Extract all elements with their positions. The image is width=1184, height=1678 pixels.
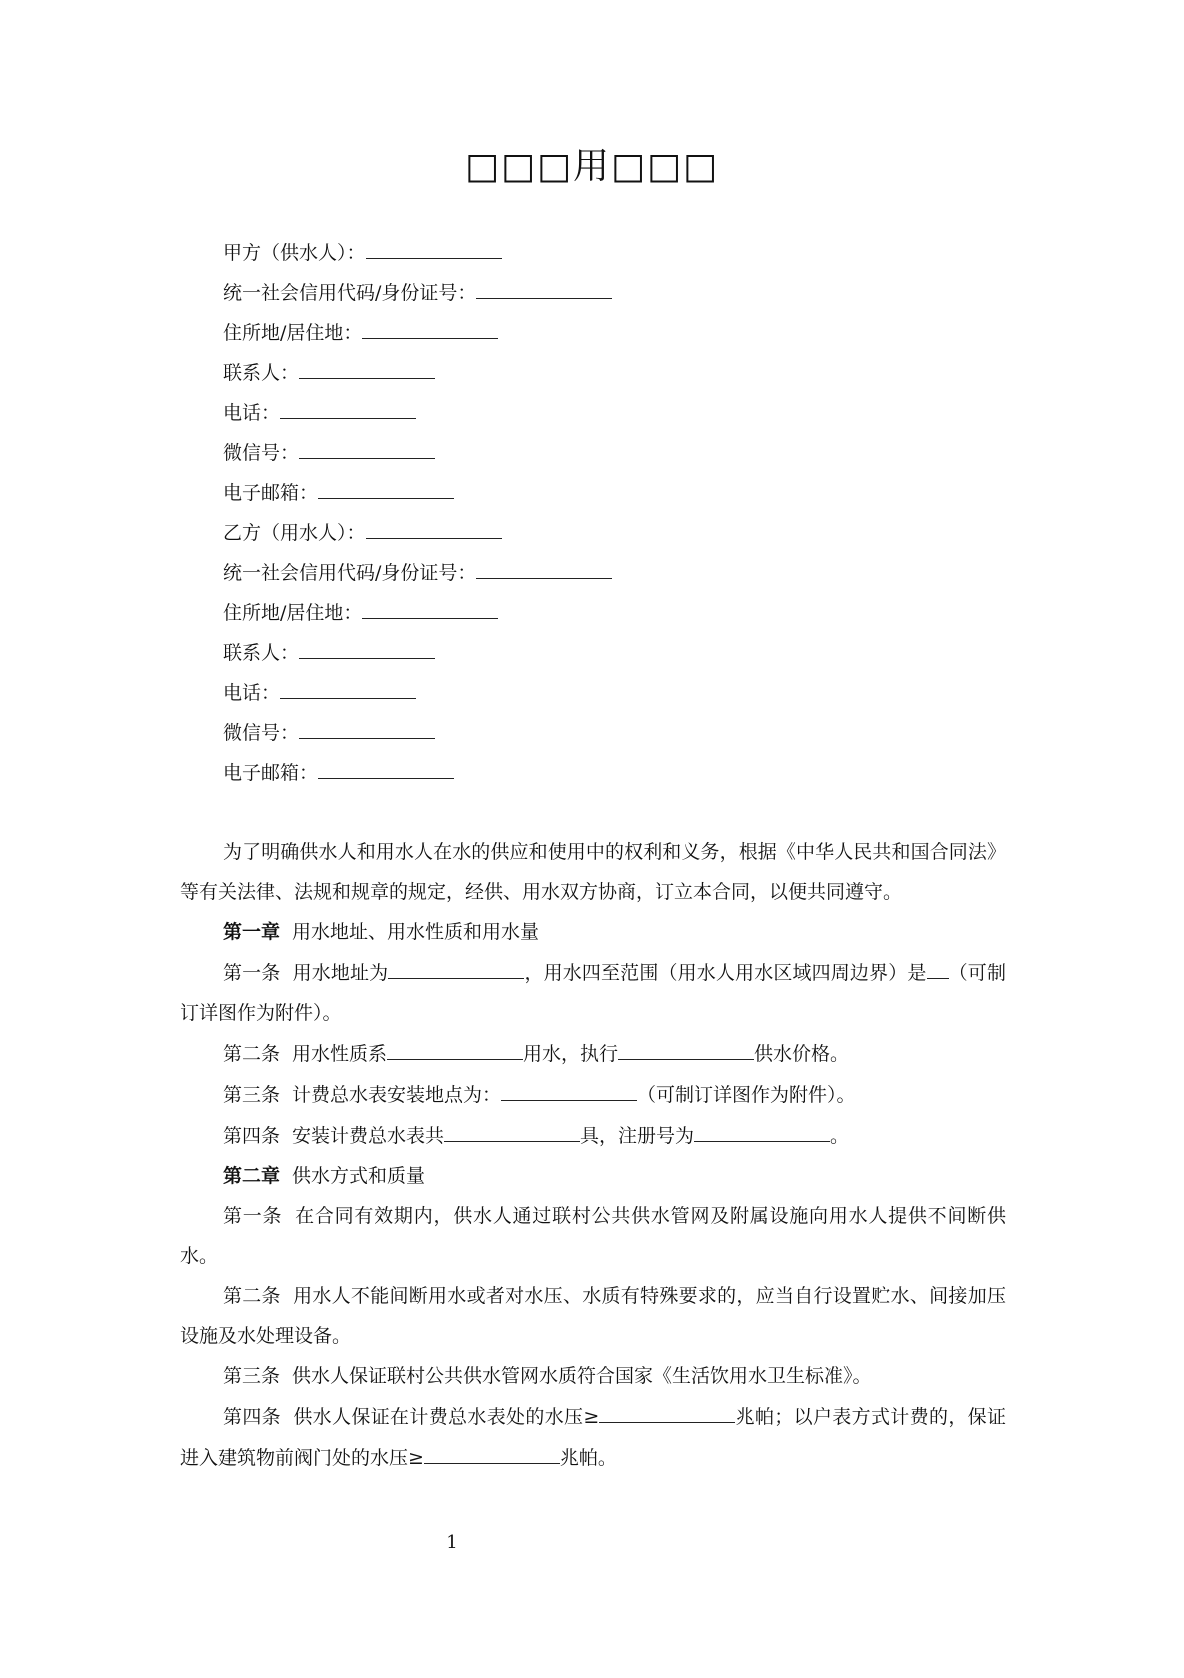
blank-line[interactable] (362, 312, 498, 339)
party-info-block (223, 232, 612, 792)
article-text: 在合同有效期内，供水人通过联村公共供水管网及附属设施向用水人提供不间断供水。 (180, 1205, 1006, 1267)
field-label: 联系人： (223, 362, 300, 384)
article-text: 兆帕；以户表方式计费的，保证进入建筑物前阀门处的水压≥ (180, 1406, 1006, 1469)
article (180, 1033, 1006, 1074)
blank-line[interactable] (362, 592, 498, 619)
field-label: 乙方（用水人）： (223, 522, 366, 544)
article (180, 1074, 1006, 1115)
party-field (223, 432, 612, 472)
article-text: 具，注册号为 (580, 1125, 695, 1147)
article-text: （可制订详图作为附件）。 (180, 962, 1006, 1024)
blank-line[interactable] (927, 952, 949, 979)
blank-line[interactable] (318, 472, 454, 499)
page-number: 1 (446, 1532, 458, 1553)
article-label: 第四条 (223, 1406, 282, 1428)
blank-line[interactable] (299, 432, 435, 459)
article-label: 第三条 (223, 1084, 281, 1106)
field-label: 住所地/居住地： (223, 322, 363, 344)
party-field (223, 512, 612, 552)
field-label: 住所地/居住地： (223, 602, 363, 624)
contract-body (180, 832, 1006, 1478)
blank-line[interactable] (280, 392, 416, 419)
party-field (223, 752, 612, 792)
article (180, 952, 1006, 1033)
blank-line[interactable] (694, 1115, 830, 1142)
field-label: 统一社会信用代码/身份证号： (223, 562, 477, 584)
party-field (223, 632, 612, 672)
article (180, 1356, 1006, 1396)
field-label: 电子邮箱： (223, 762, 319, 784)
chapter-label: 第一章 (223, 921, 281, 943)
blank-line[interactable] (501, 1074, 637, 1101)
field-label: 统一社会信用代码/身份证号： (223, 282, 477, 304)
field-label: 微信号： (223, 722, 300, 744)
article-text: 用水人不能间断用水或者对水压、水质有特殊要求的，应当自行设置贮水、间接加压设施及水处理设备。 (180, 1285, 1006, 1347)
chapter-title: 用水地址、用水性质和用水量 (292, 921, 540, 943)
article-label: 第二条 (223, 1285, 281, 1307)
blank-line[interactable] (424, 1437, 560, 1464)
party-field (223, 672, 612, 712)
field-label: 电子邮箱： (223, 482, 319, 504)
blank-line[interactable] (299, 632, 435, 659)
blank-line[interactable] (299, 712, 435, 739)
article-label: 第一条 (223, 962, 281, 984)
article-text: 兆帕。 (559, 1447, 617, 1469)
article (180, 1115, 1006, 1156)
party-field (223, 552, 612, 592)
party-field (223, 352, 612, 392)
article (180, 1396, 1006, 1478)
chapter-label: 第二章 (223, 1165, 281, 1187)
article-text: 。 (830, 1125, 850, 1147)
field-label: 甲方（供水人）： (223, 242, 366, 264)
intro-paragraph: 为了明确供水人和用水人在水的供应和使用中的权利和义务，根据《中华人民共和国合同法》等有关法律、法规和规章的规定，经供、用水双方协商，订立本合同，以便共同遵守。 (180, 841, 1006, 903)
article-text: 计费总水表安装地点为： (292, 1084, 502, 1106)
article-text: 用水性质系 (292, 1043, 388, 1065)
article-text: 供水人保证在计费总水表处的水压≥ (293, 1406, 600, 1428)
field-label: 联系人： (223, 642, 300, 664)
blank-line[interactable] (366, 512, 502, 539)
blank-line[interactable] (387, 1033, 523, 1060)
party-field (223, 232, 612, 272)
party-field (223, 312, 612, 352)
blank-line[interactable] (476, 552, 612, 579)
blank-line[interactable] (299, 352, 435, 379)
blank-line[interactable] (280, 672, 416, 699)
article-text: 用水，执行 (523, 1043, 619, 1065)
party-field (223, 392, 612, 432)
blank-line[interactable] (388, 952, 524, 979)
article (180, 1276, 1006, 1356)
blank-line[interactable] (476, 272, 612, 299)
article (180, 1196, 1006, 1276)
party-field (223, 272, 612, 312)
article-label: 第一条 (223, 1205, 283, 1227)
blank-line[interactable] (444, 1115, 580, 1142)
chapter-heading (180, 1156, 1006, 1196)
document-title: □□□用□□□ (464, 146, 720, 187)
chapter-title: 供水方式和质量 (292, 1165, 426, 1187)
blank-line[interactable] (366, 232, 502, 259)
article-label: 第三条 (223, 1365, 281, 1387)
article-text: 供水价格。 (754, 1043, 850, 1065)
article-text: 供水人保证联村公共供水管网水质符合国家《生活饮用水卫生标准》。 (292, 1365, 872, 1387)
article-text: 用水地址为 (292, 962, 389, 984)
article-text: 安装计费总水表共 (292, 1125, 445, 1147)
field-label: 电话： (223, 402, 281, 424)
article-label: 第四条 (223, 1125, 281, 1147)
party-field (223, 592, 612, 632)
article-label: 第二条 (223, 1043, 281, 1065)
party-field (223, 712, 612, 752)
blank-line[interactable] (318, 752, 454, 779)
blank-line[interactable] (599, 1396, 735, 1423)
party-field (223, 472, 612, 512)
field-label: 电话： (223, 682, 281, 704)
chapter-heading (180, 912, 1006, 952)
blank-line[interactable] (618, 1033, 754, 1060)
article-text: ，用水四至范围（用水人用水区域四周边界）是 (524, 962, 927, 984)
field-label: 微信号： (223, 442, 300, 464)
article-text: （可制订详图作为附件）。 (637, 1084, 856, 1106)
